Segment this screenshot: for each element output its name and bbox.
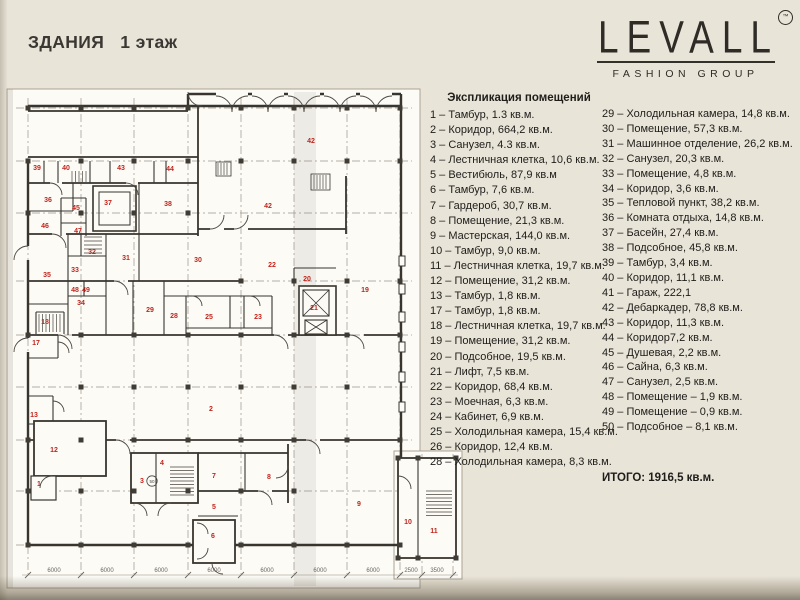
room-number: 20: [303, 276, 311, 283]
annex-walls: [398, 458, 456, 558]
room-number: 39: [33, 165, 41, 172]
room-number: 8: [267, 474, 271, 481]
room-number: 37: [104, 200, 112, 207]
explication-item: 38 – Подсобное, 45,8 кв.м.: [602, 242, 738, 255]
dimension-label: 6000: [47, 568, 61, 574]
explication-item: 23 – Моечная, 6,3 кв.м.: [430, 395, 549, 408]
explication-column-2: [602, 107, 793, 435]
explication-item: 5 – Вестибюль, 87,9 кв.м: [430, 169, 557, 182]
room-number: 43: [117, 165, 125, 172]
room-number: 30: [194, 257, 202, 264]
explication-item: 10 – Тамбур, 9,0 кв.м.: [430, 244, 541, 257]
room-number: 21: [310, 305, 318, 312]
explication-item: 36 – Комната отдыха, 14,8 кв.м.: [602, 212, 764, 225]
explication-item: 11 – Лестничная клетка, 19,7 кв.м.: [430, 259, 605, 272]
explication-item: 40 – Коридор, 11,1 кв.м.: [602, 271, 724, 284]
brand-row: [592, 12, 789, 63]
room-number: 23: [254, 314, 262, 321]
room-number: 48: [71, 287, 79, 294]
explication-item: 21 – Лифт, 7,5 кв.м.: [430, 365, 530, 378]
explication-header: Экспликация помещений: [447, 92, 591, 104]
scan-shade-left: [7, 89, 13, 588]
room-12-walls: [34, 421, 106, 476]
dimension-label: 2500: [404, 568, 418, 574]
explication-item: 32 – Санузел, 20,3 кв.м.: [602, 152, 725, 165]
room-number: 32: [88, 249, 96, 256]
explication-item: 22 – Коридор, 68,4 кв.м.: [430, 380, 553, 393]
explication-item: 41 – Гараж, 222,1: [602, 286, 692, 299]
room-number: 31: [122, 255, 130, 262]
room-number: 46: [41, 223, 49, 230]
room-number: 42: [264, 203, 272, 210]
room-number: 33: [71, 267, 79, 274]
dimension-label: 6000: [154, 568, 168, 574]
dimension-label: 6000: [366, 568, 380, 574]
title-main: ЗДАНИЯ: [28, 32, 105, 52]
room-number: 35: [43, 272, 51, 279]
room-number: 17: [32, 340, 40, 347]
room-number: 29: [146, 307, 154, 314]
explication-item: 29 – Холодильная камера, 14,8 кв.м.: [602, 108, 790, 120]
explication-item: 34 – Коридор, 3,6 кв.м.: [602, 182, 719, 195]
brand-tagline: FASHION GROUP: [612, 68, 759, 80]
explication-item: 1 – Тамбур, 1.3 кв.м.: [430, 109, 535, 121]
room-number: 5: [212, 504, 216, 511]
brand-name: LEVALL: [597, 12, 780, 63]
title-sub: 1 этаж: [120, 32, 178, 52]
explication-item: 49 – Помещение – 0,9 кв.м.: [602, 406, 743, 419]
explication-item: 43 – Коридор, 11,3 кв.м.: [602, 316, 724, 329]
room-number: 1: [37, 481, 41, 488]
explication-item: 28 – Холодильная камера, 8,3 кв.м.: [430, 456, 612, 469]
room-number: 6: [211, 533, 215, 540]
explication-item: 24 – Кабинет, 6,9 кв.м.: [430, 410, 544, 423]
page-title: [28, 32, 177, 53]
room-number: 38: [164, 201, 172, 208]
room-number: 22: [268, 262, 276, 269]
room-number: 36: [44, 197, 52, 204]
scan-smudge: [294, 92, 316, 586]
explication-item: 31 – Машинное отделение, 26,2 кв.м.: [602, 137, 793, 150]
room-number: 42: [307, 138, 315, 145]
room-number: 12: [50, 447, 58, 454]
explication-item: 50 – Подсобное – 8,1 кв.м.: [602, 421, 738, 434]
explication-item: 46 – Сайна, 6,3 кв.м.: [602, 361, 708, 374]
circled-room-number: 50: [149, 479, 155, 484]
room-number: 45: [72, 205, 80, 212]
dimension-label: 6000: [207, 568, 221, 574]
explication-item: 18 – Лестничная клетка, 19,7 кв.м.: [430, 320, 606, 333]
explication-item: 30 – Помещение, 57,3 кв.м.: [602, 122, 743, 135]
room-number: 11: [430, 528, 438, 535]
explication-item: 37 – Басейн, 27,4 кв.м.: [602, 227, 719, 240]
dimension-label: 6000: [260, 568, 274, 574]
explication-item: 35 – Тепловой пункт, 38,2 кв.м.: [602, 197, 760, 210]
room-number: 49: [82, 287, 90, 294]
room-number: 34: [77, 300, 85, 307]
room-number: 2: [209, 406, 213, 413]
room-number: 25: [205, 314, 213, 321]
room-number: 28: [170, 313, 178, 320]
room-number: 4: [160, 460, 164, 467]
room-number: 47: [74, 228, 82, 235]
trademark-icon: ™: [778, 10, 793, 25]
explication-item: 13 – Тамбур, 1,8 кв.м.: [430, 290, 541, 303]
room-number: 7: [212, 473, 216, 480]
explication-item: 25 – Холодильная камера, 15,4 кв.м.: [430, 425, 618, 438]
room-number: 10: [404, 519, 412, 526]
floor-plan-drawing: [6, 86, 470, 596]
explication-item: 8 – Помещение, 21,3 кв.м.: [430, 214, 565, 227]
explication-item: 39 – Тамбур, 3,4 кв.м.: [602, 257, 713, 270]
explication-item: 17 – Тамбур, 1,8 кв.м.: [430, 305, 541, 318]
explication-item: 7 – Гардероб, 30,7 кв.м.: [430, 199, 552, 212]
explication-item: 3 – Санузел, 4.3 кв.м.: [430, 139, 540, 152]
explication-item: 44 – Коридор7,2 кв.м.: [602, 331, 713, 344]
explication-item: 33 – Помещение, 4,8 кв.м.: [602, 167, 737, 180]
explication-item: 42 – Дебаркадер, 78,8 кв.м.: [602, 301, 743, 314]
plan-paper-main: [7, 89, 420, 588]
room-number: 19: [361, 287, 369, 294]
dimension-label: 3500: [430, 568, 444, 574]
room-number: 18: [41, 319, 49, 326]
vestibule-6-walls: [193, 520, 235, 563]
explication-column-1: [430, 108, 618, 470]
explication-item: 48 – Помещение – 1,9 кв.м.: [602, 391, 743, 404]
explication-item: 12 – Помещение, 31,2 кв.м.: [430, 275, 571, 288]
explication-item: 26 – Коридор, 12,4 кв.м.: [430, 441, 553, 454]
explication-item: 20 – Подсобное, 19,5 кв.м.: [430, 350, 566, 363]
explication-item: 2 – Коридор, 664,2 кв.м.: [430, 124, 553, 137]
explication-item: 4 – Лестничная клетка, 10,6 кв.м.: [430, 154, 600, 167]
room-number: 44: [166, 166, 174, 173]
explication-item: 45 – Душевая, 2,2 кв.м.: [602, 346, 722, 359]
brand-logo: [583, 12, 788, 80]
room-number: 13: [30, 412, 38, 419]
room-number: 40: [62, 165, 70, 172]
dimension-label: 6000: [313, 568, 327, 574]
total-area: ИТОГО: 1916,5 кв.м.: [602, 472, 715, 484]
room-number: 9: [357, 501, 361, 508]
explication-item: 19 – Помещение, 31,2 кв.м.: [430, 335, 571, 348]
dimension-label: 6000: [100, 568, 114, 574]
explication-item: 6 – Тамбур, 7,6 кв.м.: [430, 184, 535, 197]
room-number: 3: [140, 478, 144, 485]
explication-item: 9 – Мастерская, 144,0 кв.м.: [430, 229, 571, 242]
explication-item: 47 – Санузел, 2,5 кв.м.: [602, 376, 719, 389]
